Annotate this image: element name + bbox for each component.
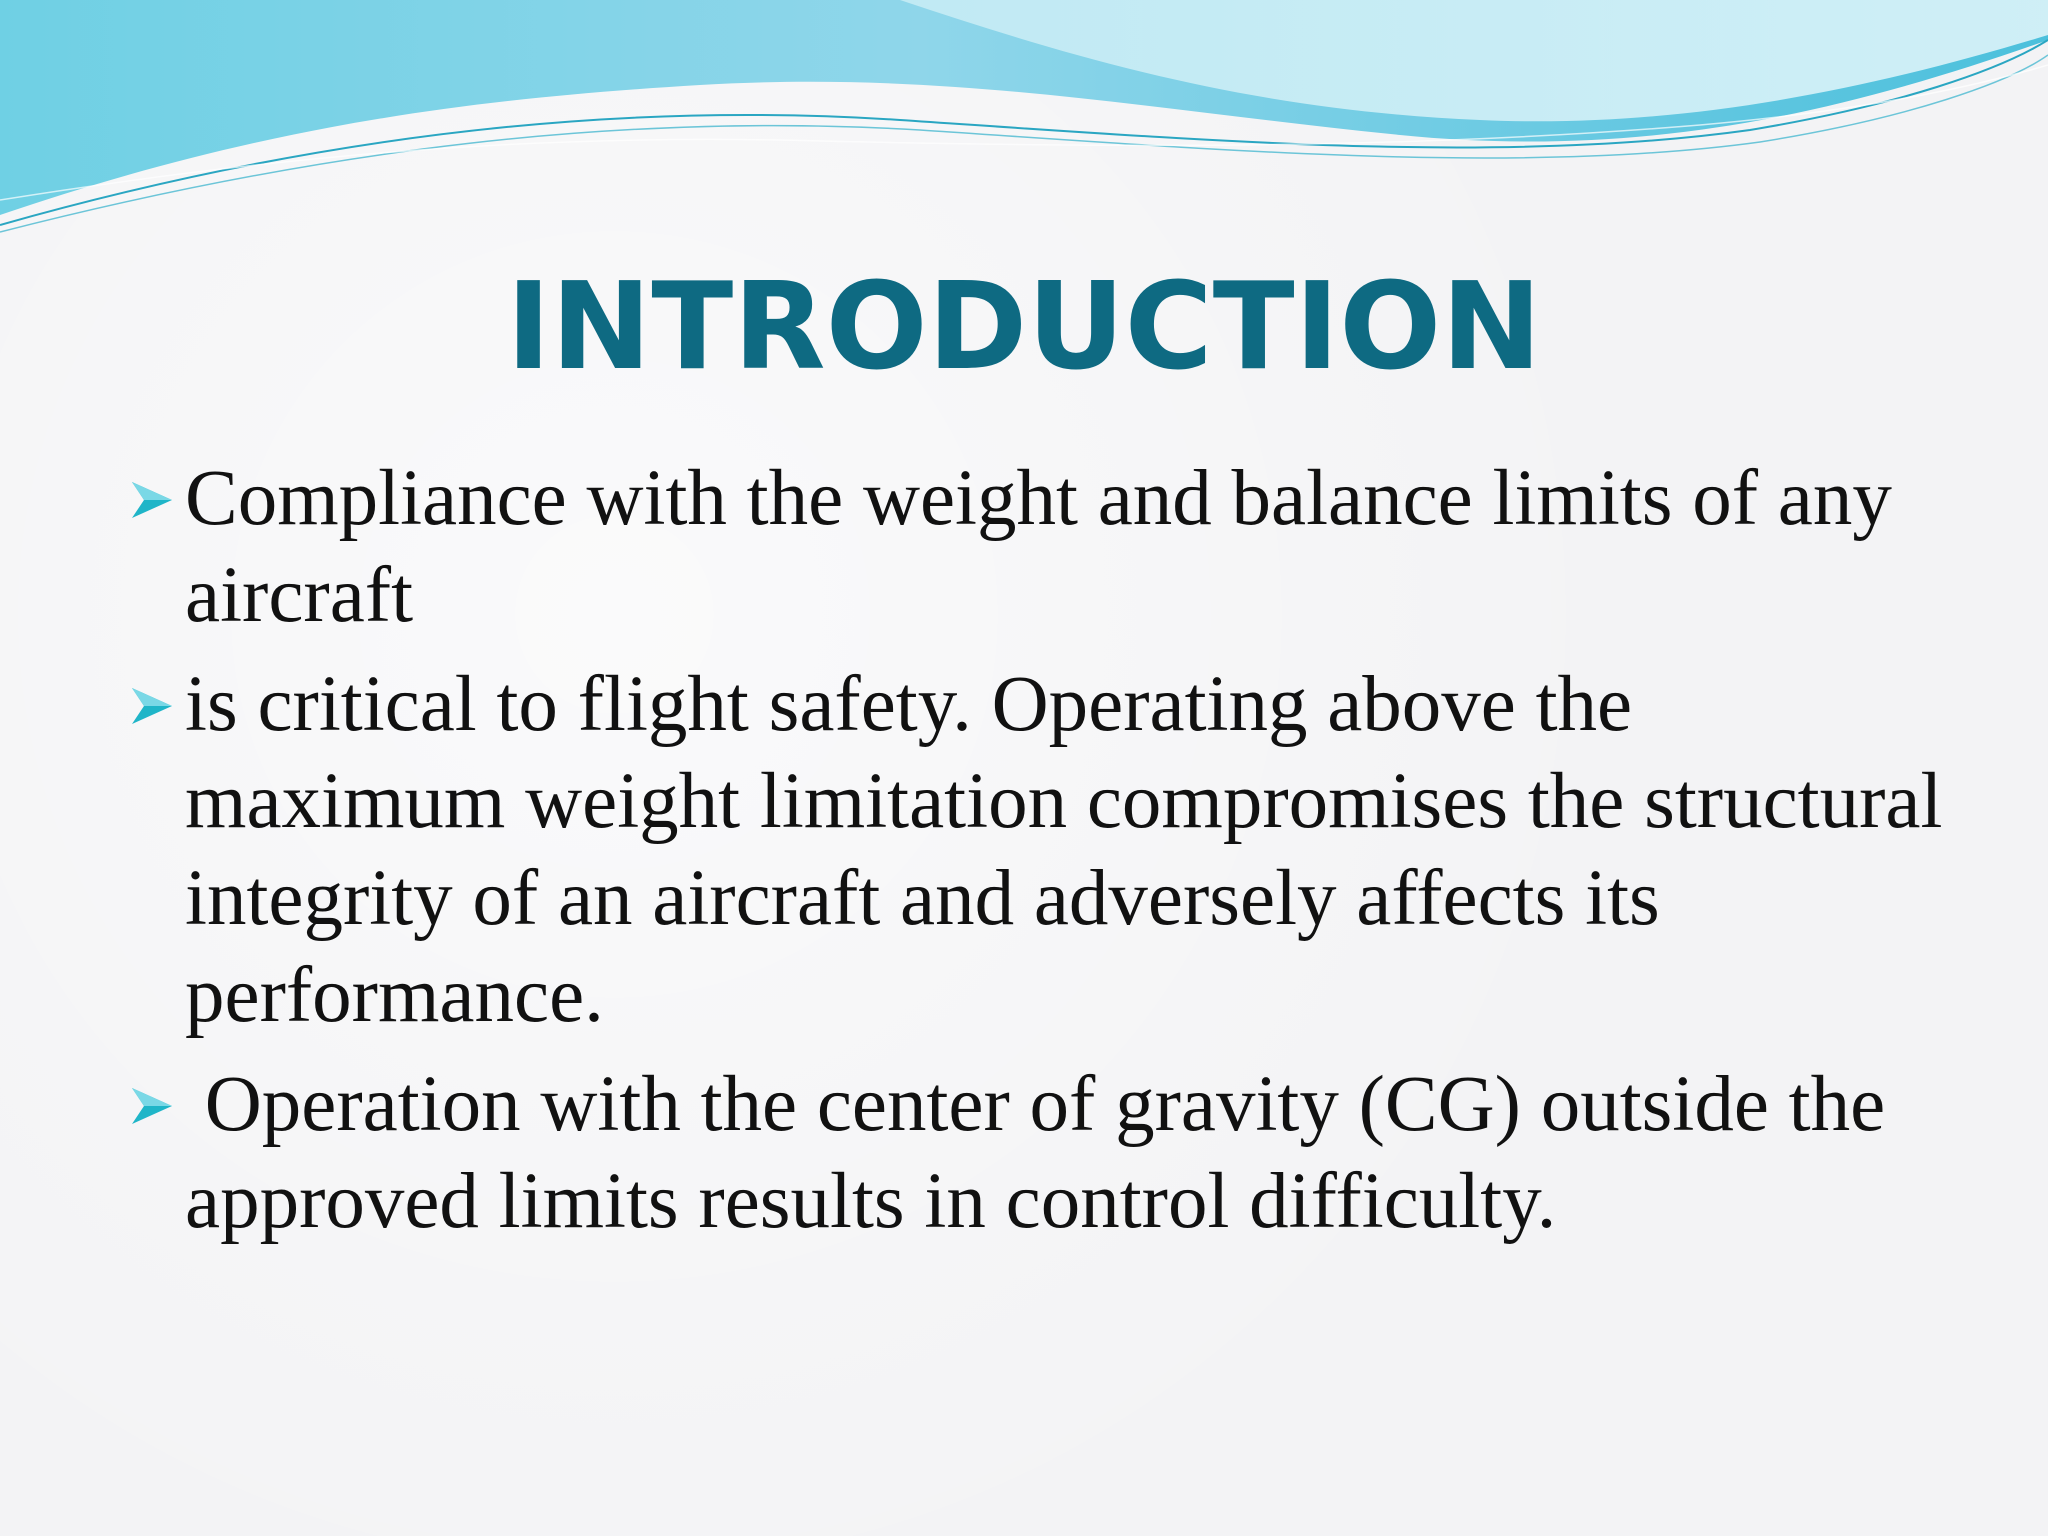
bullet-item: [130, 1056, 1950, 1250]
bullet-list: [130, 450, 1950, 1262]
bullet-item: [130, 450, 1950, 644]
arrowhead-bullet-icon: [130, 686, 174, 726]
bullet-text: is critical to flight safety. Operating above the maximum weight limitation compromises the structural integrity of an aircraft and adversely affects its performance.: [185, 661, 1943, 1039]
slide-title: INTRODUCTION: [506, 258, 1542, 397]
bullet-text: Operation with the center of gravity (CG) outside the approved limits results in control difficulty.: [185, 1061, 1905, 1245]
header-wave-decoration: [0, 0, 2048, 260]
bullet-item: [130, 656, 1950, 1044]
arrowhead-bullet-icon: [130, 1086, 174, 1126]
arrowhead-bullet-icon: [130, 480, 174, 520]
bullet-text: Compliance with the weight and balance limits of any aircraft: [185, 455, 1892, 639]
